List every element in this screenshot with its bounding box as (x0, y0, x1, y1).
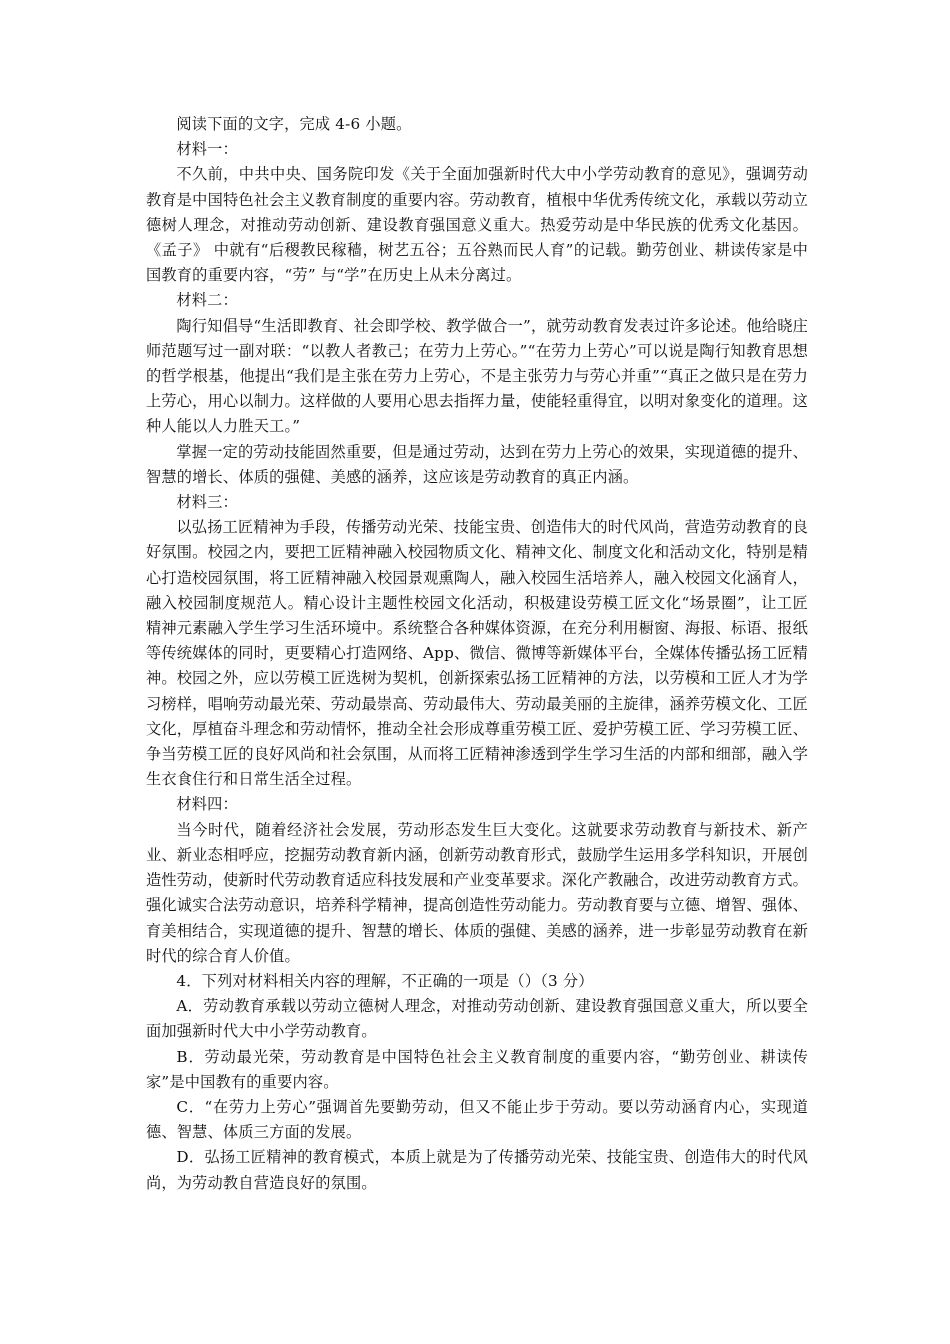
material-2-heading: 材料二： (176, 291, 238, 310)
intro-instruction: 阅读下面的文字，完成 4-6 小题。 (176, 115, 412, 133)
material-3-text: 以弘扬工匠精神为手段，传播劳动光荣、技能宝贵、创造伟大的时代风尚，营造劳动教育的良好氛围。校园之内，要把工匠精神融入校园物质文化、精神文化、制度文化和活动文化，特别是精心打造校园氛围，将工匠精神融入校园景观熏陶人，融入校园生活培养人，融入校园文化涵育人，融入校园制度规范人。精心设计主题性校园文化活动，积极建设劳模工匠文化“场景圈”，让工匠精神元素融入学生学习生活环境中。系统整合各种媒体资源，在充分利用橱窗、海报、标语、报纸等传统媒体的同时，更要精心打造网络、App、微信、微博等新媒体平台，全媒体传播弘扬工匠精神。校园之外，应以劳模工匠选树为契机，创新探索弘扬工匠精神的方法，以劳模和工匠人才为学习榜样，唱响劳动最光荣、劳动最崇高、劳动最伟大、劳动最美丽的主旋律，涵养劳模文化、工匠文化，厚植奋斗理念和劳动情怀，推动全社会形成尊重劳模工匠、爱护劳模工匠、学习劳模工匠、争当劳模工匠的良好风尚和社会氛围，从而将工匠精神渗透到学生学习生活的内部和细部，融入学生衣食住行和日常生活全过程。 (146, 518, 808, 789)
question-4-option-d: D．弘扬工匠精神的教育模式，本质上就是为了传播劳动光荣、技能宝贵、创造伟大的时代风尚，为劳动教自营造良好的氛围。 (146, 1148, 808, 1192)
question-4-option-c: C．“在劳力上劳心”强调首先要勤劳动，但又不能止步于劳动。要以劳动涵育内心，实现道德、智慧、体质三方面的发展。 (146, 1097, 808, 1142)
material-4-text: 当今时代，随着经济社会发展，劳动形态发生巨大变化。这就要求劳动教育与新技术、新产业、新业态相呼应，挖掘劳动教育新内涵，创新劳动教育形式，鼓励学生运用多学科知识，开展创造性劳动，使新时代劳动教育适应科技发展和产业变革要求。深化产教融合，改进劳动教育方式。强化诚实合法劳动意识，培养科学精神，提高创造性劳动能力。劳动教育要与立德、增智、强体、育美相结合，实现道德的提升、智慧的增长、体质的强健、美感的涵养，进一步彰显劳动教育在新时代的综合育人价值。 (146, 820, 808, 965)
question-4-stem: 4．下列对材料相关内容的理解，不正确的一项是（）（3 分） (176, 971, 594, 990)
material-3-heading: 材料三： (176, 493, 238, 512)
material-1-heading: 材料一： (176, 140, 238, 159)
material-1-text: 不久前，中共中央、国务院印发《关于全面加强新时代大中小学劳动教育的意见》，强调劳动教育是中国特色社会主义教育制度的重要内容。劳动教育，植根中华优秀传统文化，承载以劳动立德树人理念，对推动劳动创新、建设教育强国意义重大。热爱劳动是中华民族的优秀文化基因。《孟子》 中就有“后稷教民稼穑，树艺五谷；五谷熟而民人育”的记载。勤劳创业、耕读传家是中国教育的重要内容，“劳” 与“学”在历史上从未分离过。 (146, 165, 808, 285)
question-4-option-b: B．劳动最光荣，劳动教育是中国特色社会主义教育制度的重要内容，“勤劳创业、耕读传家”是中国教有的重要内容。 (146, 1047, 808, 1091)
material-2-paragraph-1: 陶行知倡导“生活即教育、社会即学校、教学做合一”，就劳动教育发表过许多论述。他给晓庄师范题写过一副对联：“以教人者教己；在劳力上劳心。”“在劳力上劳心”可以说是陶行知教育思想的哲学根基，他提出“我们是主张在劳力上劳心，不是主张劳力与劳心并重”“真正之做只是在劳力上劳心，用心以制力。这样做的人要用心思去指挥力量，使能轻重得宜，以明对象变化的道理。这种人能以人力胜天工。” (146, 316, 808, 436)
material-4-heading: 材料四： (176, 795, 238, 814)
question-4-option-a: A．劳动教育承载以劳动立德树人理念，对推动劳动创新、建设教育强国意义重大，所以要全面加强新时代大中小学劳动教育。 (146, 997, 808, 1041)
document-page (146, 112, 808, 1196)
material-2-paragraph-2: 掌握一定的劳动技能固然重要，但是通过劳动，达到在劳力上劳心的效果，实现道德的提升、智慧的增长、体质的强健、美感的涵养，这应该是劳动教育的真正内涵。 (146, 442, 808, 486)
